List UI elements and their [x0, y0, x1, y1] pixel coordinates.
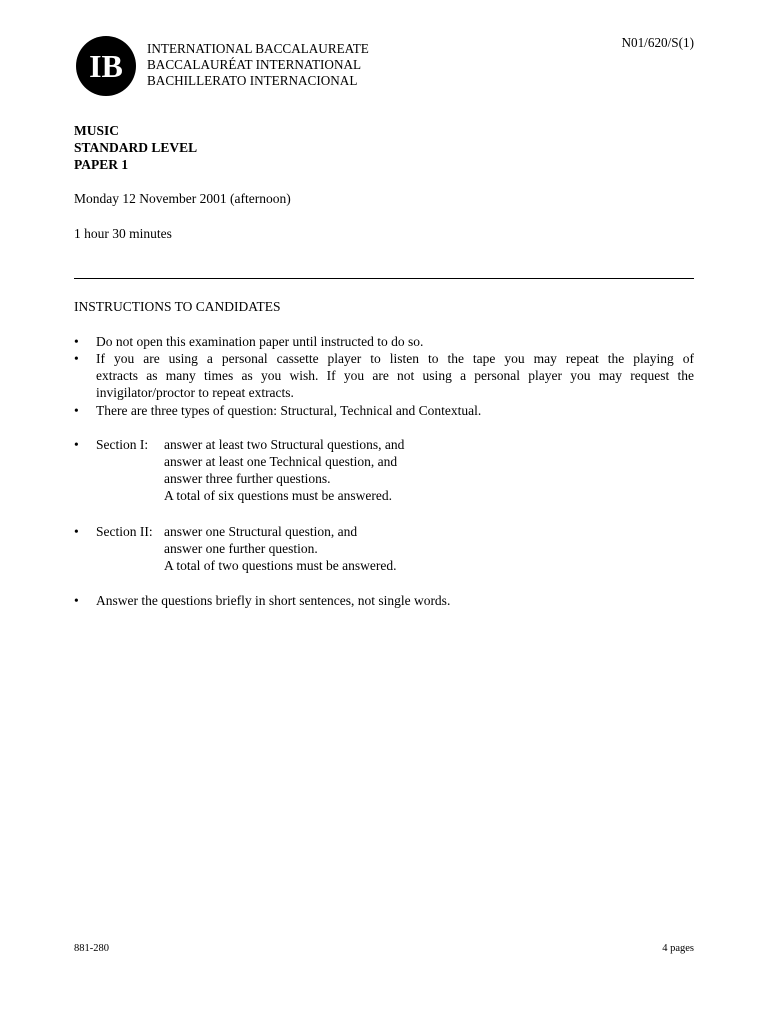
instruction-item-last-text: Answer the questions briefly in short sentences, not single words. [96, 593, 451, 608]
org-name-english: INTERNATIONAL BACCALAUREATE [147, 41, 369, 56]
section-2-line-1: answer one Structural question, and [164, 524, 358, 539]
bullet-icon: • [74, 524, 79, 539]
section-1-line-1: answer at least two Structural questions, and [164, 437, 405, 452]
instruction-item-1 [96, 333, 694, 350]
instruction-item-2-line-3: invigilator/proctor to repeat extracts. [96, 385, 294, 400]
org-name-french: BACCALAURÉAT INTERNATIONAL [147, 57, 362, 72]
subject-level: STANDARD LEVEL [74, 140, 198, 155]
ib-logo-letters: IB [89, 48, 123, 84]
instruction-item-3-text: There are three types of question: Structural, Technical and Contextual. [96, 403, 482, 418]
exam-duration: 1 hour 30 minutes [74, 226, 172, 241]
section-1-line-3: answer three further questions. [164, 471, 331, 486]
org-name-spanish: BACHILLERATO INTERNACIONAL [147, 73, 358, 88]
paper-code: N01/620/S(1) [621, 35, 694, 50]
bullet-icon: • [74, 334, 79, 349]
footer-page-count: 4 pages [662, 943, 694, 954]
instruction-item-3 [96, 402, 694, 419]
section-1-line-2: answer at least one Technical question, and [164, 454, 398, 469]
subject-paper: PAPER 1 [74, 157, 129, 172]
bullet-icon: • [74, 403, 79, 418]
ib-logo [75, 35, 137, 97]
section-2-line-3: A total of two questions must be answered. [164, 558, 397, 573]
exam-date: Monday 12 November 2001 (afternoon) [74, 191, 291, 206]
instruction-item-2-line-2: extracts as many times as you wish. If you are not using a personal player you may request the [96, 368, 694, 383]
divider-line [74, 278, 694, 279]
section-2-label: Section II: [96, 524, 153, 539]
exam-subject [74, 122, 197, 173]
instruction-item-2-line-1: If you are using a personal cassette player to listen to the tape you may repeat the playing of [96, 351, 694, 366]
instructions-heading: INSTRUCTIONS TO CANDIDATES [74, 299, 281, 314]
section-1-instructions [96, 436, 694, 504]
bullet-icon: • [74, 351, 79, 366]
footer-document-number: 881-280 [74, 943, 109, 954]
organization-names [147, 41, 369, 89]
bullet-icon: • [74, 437, 79, 452]
section-1-label: Section I: [96, 437, 149, 452]
bullet-icon: • [74, 593, 79, 608]
instruction-item-last [96, 592, 694, 609]
instruction-item-2 [96, 350, 694, 401]
subject-title: MUSIC [74, 123, 120, 138]
section-2-instructions [96, 523, 694, 574]
instruction-item-1-text: Do not open this examination paper until instructed to do so. [96, 334, 424, 349]
section-1-line-4: A total of six questions must be answered. [164, 488, 392, 503]
section-2-line-2: answer one further question. [164, 541, 318, 556]
